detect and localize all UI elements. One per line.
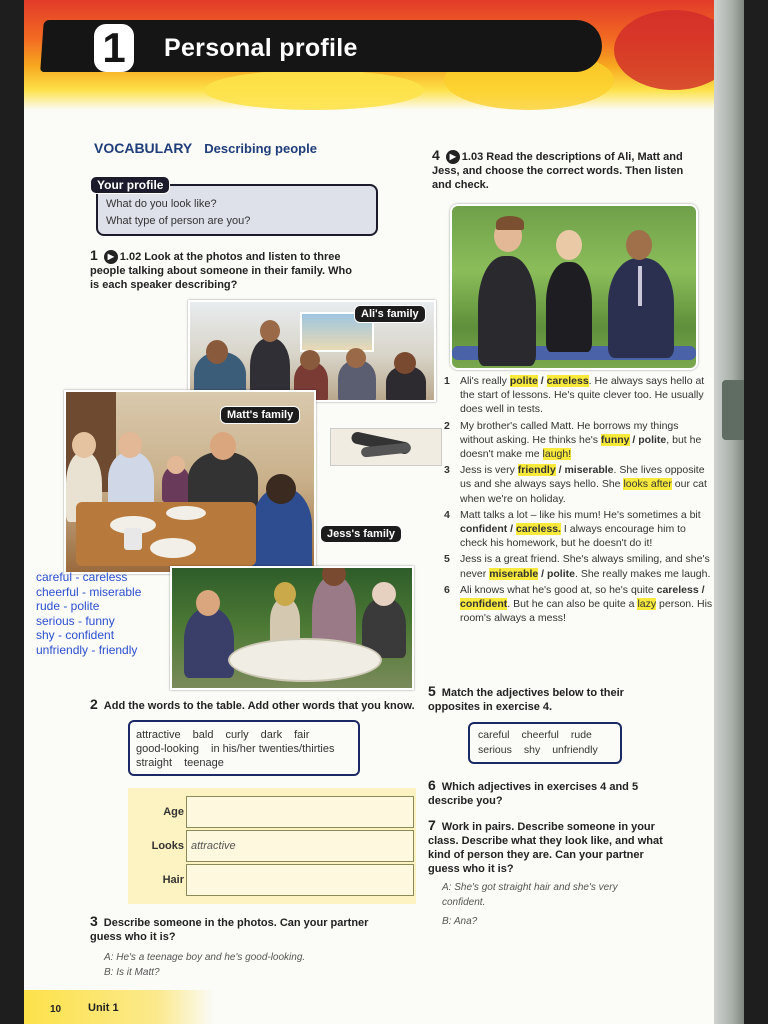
opposite-pair: cheerful - miserable xyxy=(36,584,142,599)
exercise-instruction: Look at the photos and listen to three people talking about someone in their family. Who is each speaker describing? xyxy=(90,251,352,292)
list-item: 3 Jess is very friendly / miserable. She lives opposite us and she always says hello. She looks after our cat when we're on holiday. xyxy=(444,464,707,505)
word: dark xyxy=(260,729,283,741)
audio-play-icon[interactable]: ▶ xyxy=(104,250,118,264)
option-word[interactable]: funny xyxy=(600,433,630,446)
exercise-instruction: Describe someone in the photos. Can your partner guess who it is? xyxy=(90,917,369,943)
word: bald xyxy=(192,729,214,741)
row-label: Hair xyxy=(162,874,184,886)
list-item: 4 Matt talks a lot – like his mum! He's sometimes a bit confident / careless. I always encourage him to check his homework, but he doesn't do it! xyxy=(444,508,701,550)
profile-question: What do you look like? xyxy=(106,198,217,210)
profile-question: What type of person are you? xyxy=(106,215,251,227)
exercise-7 xyxy=(428,818,678,876)
exercise-1 xyxy=(90,248,360,292)
handwritten-opposites xyxy=(36,570,141,657)
audio-track: 1.03 xyxy=(461,151,484,163)
option-word[interactable]: careless. xyxy=(516,523,561,536)
word: cheerful xyxy=(521,729,559,741)
photo-remote-controls xyxy=(330,428,442,466)
your-profile-tag: Your profile xyxy=(90,176,170,194)
option-word[interactable]: polite xyxy=(509,375,538,387)
dialogue-line-a: A: He's a teenage boy and he's good-looking. xyxy=(104,952,306,963)
exercise-4 xyxy=(432,148,694,192)
word: attractive xyxy=(136,729,181,741)
vocabulary-heading xyxy=(94,140,317,156)
unit-number: 1 xyxy=(94,24,134,72)
word: shy xyxy=(523,744,541,756)
word: good-looking xyxy=(136,743,199,755)
exercise-number: 7 xyxy=(428,817,436,833)
row-answer-field[interactable]: attractive xyxy=(186,830,414,862)
exercise-6 xyxy=(428,778,668,808)
exercise-4-items xyxy=(444,374,714,627)
page-edge xyxy=(714,0,744,1024)
option-word[interactable]: polite xyxy=(546,567,575,580)
table-row xyxy=(128,796,416,828)
dialogue-line-a: A: She's got straight hair and she's very confident. xyxy=(442,882,618,908)
row-answer-field[interactable] xyxy=(186,796,414,828)
exercise-number: 1 xyxy=(90,247,98,263)
label-matts-family: Matt's family xyxy=(220,406,300,424)
word: fair xyxy=(294,729,310,741)
photo-ali-matt-jess xyxy=(450,204,698,370)
opposite-pair: rude - polite xyxy=(36,599,100,613)
footer-unit: Unit 1 xyxy=(88,1002,119,1014)
exercise-5 xyxy=(428,684,668,714)
table-row xyxy=(128,830,416,862)
exercise-instruction: Match the adjectives below to their opposites in exercise 4. xyxy=(428,687,624,713)
word: in his/her twenties/thirties xyxy=(211,743,335,755)
vocabulary-subtitle: Describing people xyxy=(204,141,317,156)
word: careful xyxy=(478,729,510,741)
highlighted-word: lazy xyxy=(637,598,657,611)
word: serious xyxy=(478,744,512,756)
row-answer-field[interactable] xyxy=(186,864,414,896)
exercise-instruction: Add the words to the table. Add other words that you know. xyxy=(103,700,415,712)
word: unfriendly xyxy=(552,744,598,756)
dialogue-line-b: B: Is it Matt? xyxy=(104,967,160,978)
opposite-pair: serious - funny xyxy=(36,613,115,628)
audio-track: 1.02 xyxy=(119,251,142,263)
option-word[interactable]: careless xyxy=(546,375,589,387)
row-label: Age xyxy=(163,806,184,818)
exercise-number: 2 xyxy=(90,696,98,712)
page-number: 10 xyxy=(50,1004,62,1015)
word: straight xyxy=(136,757,173,769)
exercise-number: 6 xyxy=(428,777,436,793)
exercise-5-word-box xyxy=(468,722,622,764)
option-word[interactable]: careless xyxy=(656,583,699,596)
exercise-7-dialogue xyxy=(442,880,662,929)
exercise-number: 4 xyxy=(432,147,440,163)
option-word[interactable]: miserable xyxy=(489,567,539,580)
list-item: 5 Jess is a great friend. She's always smiling, and she's never miserable / polite. She really makes me laugh. xyxy=(444,553,711,580)
textbook-page xyxy=(24,0,714,1024)
exercise-number: 5 xyxy=(428,683,436,699)
page-tab xyxy=(722,380,744,440)
opposite-pair: unfriendly - friendly xyxy=(36,642,138,657)
label-alis-family: Ali's family xyxy=(354,305,426,323)
header-banner xyxy=(24,0,714,110)
opposite-pair: shy - confident xyxy=(36,628,115,642)
exercise-2-word-box xyxy=(128,720,360,776)
exercise-3 xyxy=(90,914,390,944)
dialogue-line-b: B: Ana? xyxy=(442,916,478,927)
option-word[interactable]: polite xyxy=(638,433,667,446)
photo-jesss-family xyxy=(170,566,414,690)
audio-play-icon[interactable]: ▶ xyxy=(446,150,460,164)
highlighted-word: laugh! xyxy=(542,448,572,461)
word: rude xyxy=(570,729,592,741)
label-jesss-family: Jess's family xyxy=(320,525,402,543)
option-word[interactable]: confident xyxy=(460,523,508,536)
page-title: Personal profile xyxy=(164,34,358,62)
list-item: 1 Ali's really polite / careless. He always says hello at the start of lessons. He's quite clever too. He usually does well in tests. xyxy=(444,375,705,416)
exercise-2 xyxy=(90,697,430,713)
exercise-instruction: Work in pairs. Describe someone in your class. Describe what they look like, and what kind of person they are. Can your partner guess who it is? xyxy=(428,821,663,875)
list-item: 6 Ali knows what he's good at, so he's quite careless / confident. But he can also be quite a lazy person. His room's always a mess! xyxy=(444,583,713,625)
exercise-instruction: Read the descriptions of Ali, Matt and Jess, and choose the correct words. Then listen and check. xyxy=(432,151,684,192)
option-word[interactable]: miserable xyxy=(564,464,614,477)
exercise-3-dialogue xyxy=(104,950,305,980)
list-item: 2 My brother's called Matt. He borrows my things without asking. He thinks he's funny / polite, but he doesn't make me laugh! xyxy=(444,419,702,461)
exercise-2-table xyxy=(128,788,416,904)
vocabulary-label: VOCABULARY xyxy=(94,140,193,156)
page-footer xyxy=(24,990,214,1024)
row-label: Looks xyxy=(151,840,184,852)
table-row xyxy=(128,864,416,896)
exercise-number: 3 xyxy=(90,913,98,929)
opposite-pair: careful - careless xyxy=(36,570,128,584)
highlighted-word: looks after xyxy=(623,478,672,491)
option-word[interactable]: friendly xyxy=(517,464,556,477)
word: curly xyxy=(225,729,249,741)
word: teenage xyxy=(184,757,224,769)
option-word[interactable]: confident xyxy=(460,598,508,611)
exercise-instruction: Which adjectives in exercises 4 and 5 describe you? xyxy=(428,781,639,807)
